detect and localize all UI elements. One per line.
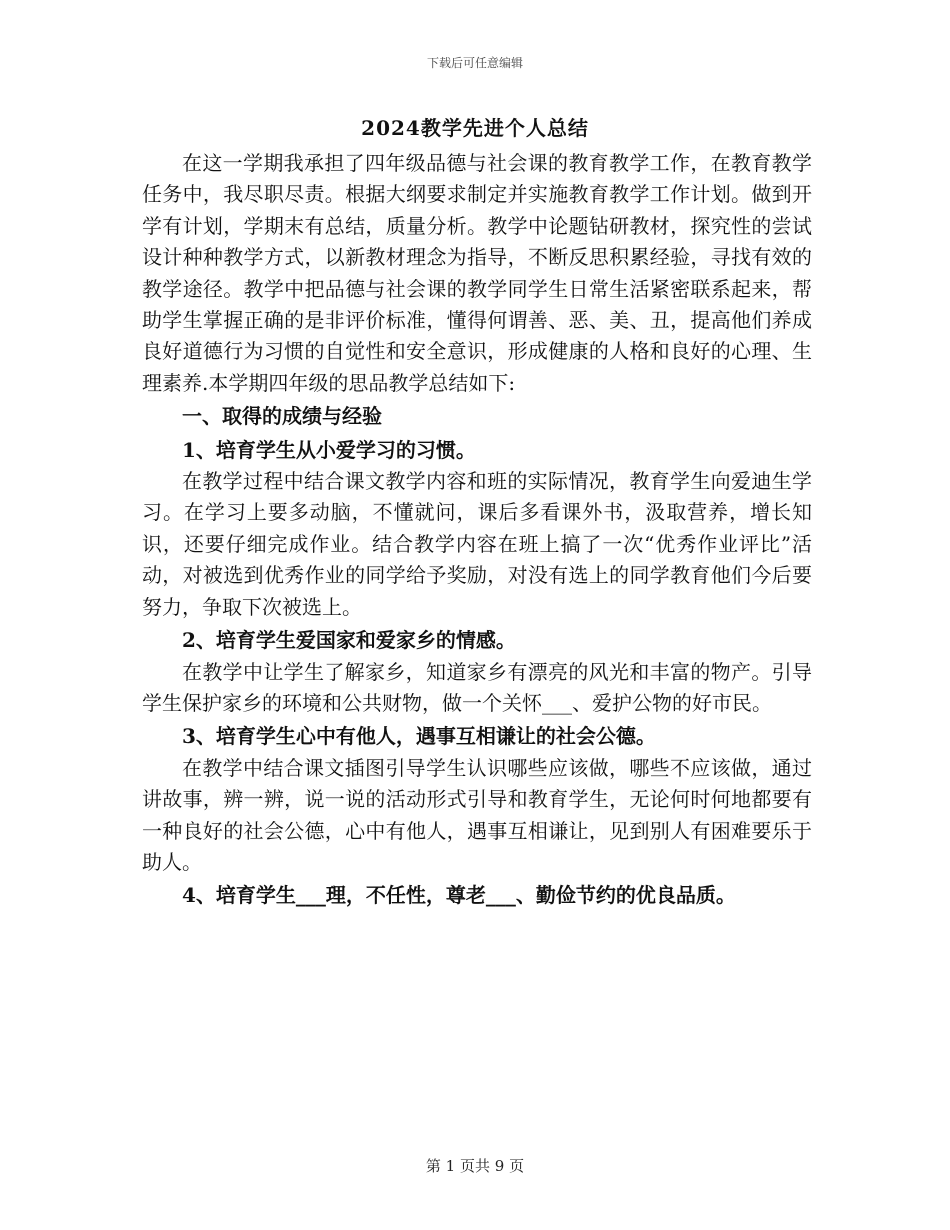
intro-paragraph: 在这一学期我承担了四年级品德与社会课的教育教学工作，在教育教学任务中，我尽职尽责。根据大纲要求制定并实施教育教学工作计划。做到开学有计划，学期末有总结，质量分析。教学中论题钻研教材，探究性的尝试设计种种教学方式，以新教材理念为指导，不断反思积累经验，寻找有效的教学途径。教学中把品德与社会课的教学同学生日常生活紧密联系起来，帮助学生掌握正确的是非评价标准，懂得何谓善、恶、美、丑，提高他们养成良好道德行为习惯的自觉性和安全意识，形成健康的人格和良好的心理、生理素养.本学期四年级的思品教学总结如下: <box>142 151 812 395</box>
document-body <box>142 148 812 912</box>
paragraph-2: 在教学中让学生了解家乡，知道家乡有漂亮的风光和丰富的物产。引导学生保护家乡的环境和公共财物，做一个关怀___、爱护公物的好市民。 <box>142 659 812 715</box>
paragraph-3: 在教学中结合课文插图引导学生认识哪些应该做，哪些不应该做，通过讲故事，辨一辨，说一说的活动形式引导和教育学生，无论何时何地都要有一种良好的社会公德，心中有他人，遇事互相谦让，见到别人有困难要乐于助人。 <box>142 755 812 874</box>
paragraph-1: 在教学过程中结合课文教学内容和班的实际情况，教育学生向爱迪生学习。在学习上要多动脑，不懂就问，课后多看课外书，汲取营养，增长知识，还要仔细完成作业。结合教学内容在班上搞了一次“优秀作业评比”活动，对被选到优秀作业的同学给予奖励，对没有选上的同学教育他们今后要努力，争取下次被选上。 <box>142 469 812 619</box>
subheading-3: 3、培育学生心中有他人，遇事互相谦让的社会公德。 <box>182 724 656 749</box>
header-note: 下载后可任意编辑 <box>426 56 523 70</box>
document-title: 2024教学先进个人总结 <box>361 116 589 140</box>
subheading-2: 2、培育学生爱国家和爱家乡的情感。 <box>182 628 516 653</box>
section-heading: 一、取得的成绩与经验 <box>182 404 382 429</box>
subheading-4: 4、培育学生___理，不任性，尊老___、勤俭节约的优良品质。 <box>182 883 736 908</box>
subheading-1: 1、培育学生从小爱学习的习惯。 <box>182 437 476 462</box>
page-number-footer: 第 1 页共 9 页 <box>425 1157 525 1175</box>
